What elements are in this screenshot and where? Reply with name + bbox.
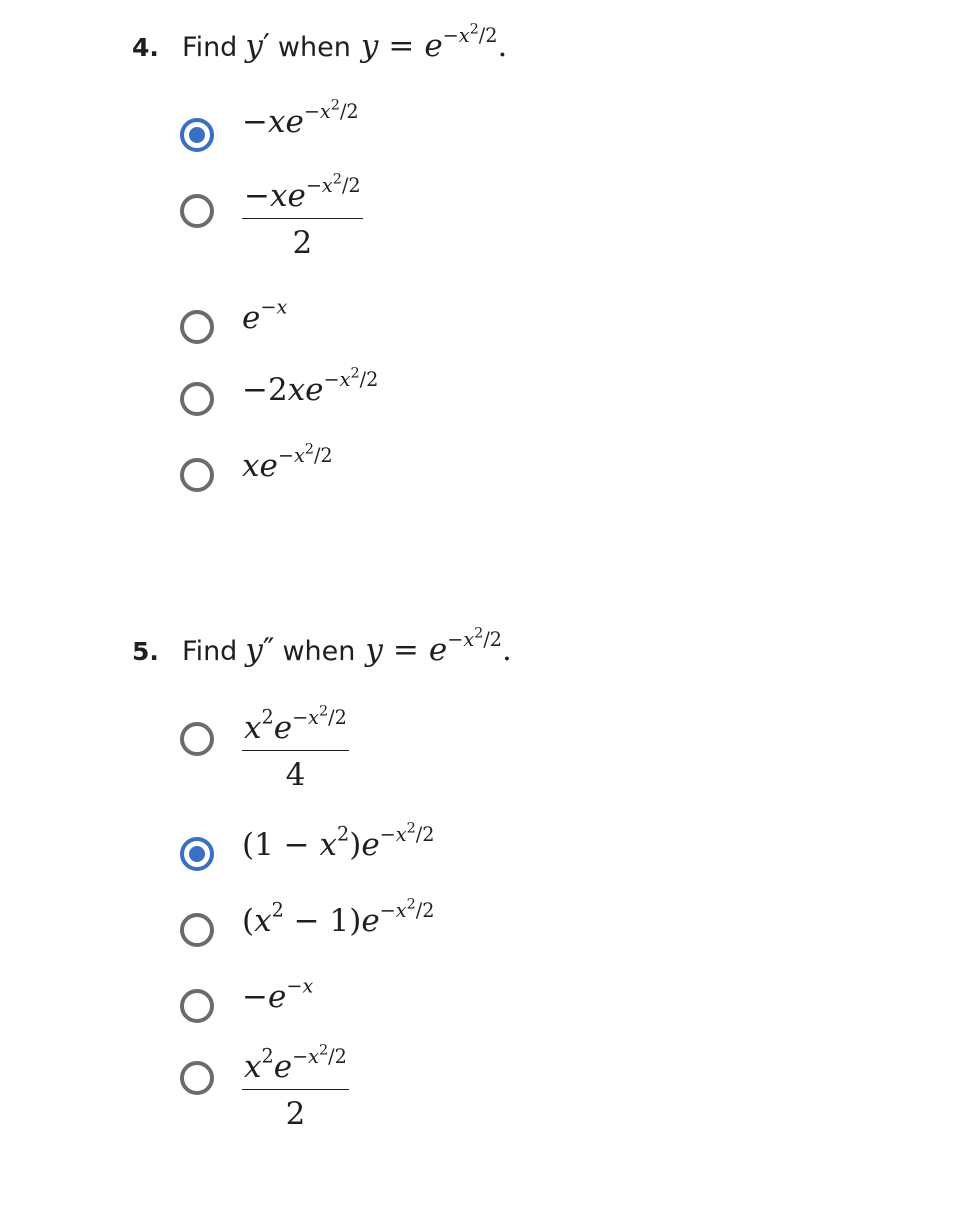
prompt-find: Find xyxy=(182,32,238,63)
prompt-derivative: y′ xyxy=(245,28,270,64)
prompt-when: when xyxy=(282,636,356,667)
option-label: $\frac{-xe^{-x^2/2}}{2}$ xyxy=(244,170,361,261)
option-4c[interactable] xyxy=(180,295,288,344)
option-label: $\frac{x^2e^{-x^2/2}}{2}$ xyxy=(244,1041,347,1132)
radio-selected-icon[interactable] xyxy=(180,837,214,871)
option-5c[interactable] xyxy=(180,895,435,947)
radio-selected-icon[interactable] xyxy=(180,118,214,152)
option-5b[interactable] xyxy=(180,819,435,871)
question-prompt xyxy=(132,624,512,672)
option-label: $(x^2 - 1)e^{-x^2/2}$ xyxy=(242,895,435,939)
option-5d[interactable] xyxy=(180,974,314,1023)
option-4e[interactable] xyxy=(180,440,333,492)
option-label: $(1 - x^2)e^{-x^2/2}$ xyxy=(242,819,435,863)
radio-icon[interactable] xyxy=(180,194,214,228)
question-number: 5. xyxy=(132,637,159,666)
option-4b[interactable] xyxy=(180,170,361,261)
option-label: $e^{-x}$ xyxy=(242,295,288,336)
radio-icon[interactable] xyxy=(180,989,214,1023)
radio-icon[interactable] xyxy=(180,310,214,344)
option-label: $xe^{-x^2/2}$ xyxy=(242,440,333,484)
option-label: $-2xe^{-x^2/2}$ xyxy=(242,364,379,408)
option-5e[interactable] xyxy=(180,1041,347,1132)
radio-icon[interactable] xyxy=(180,382,214,416)
prompt-find: Find xyxy=(182,636,238,667)
option-label: $\frac{x^2e^{-x^2/2}}{4}$ xyxy=(244,702,347,793)
prompt-derivative: y″ xyxy=(245,632,275,668)
option-4a[interactable] xyxy=(180,96,359,152)
option-label: $-e^{-x}$ xyxy=(242,974,314,1015)
prompt-equation: $y = e^{-x^2/2}$. xyxy=(360,20,508,64)
radio-icon[interactable] xyxy=(180,1061,214,1095)
radio-icon[interactable] xyxy=(180,458,214,492)
prompt-equation: $y = e^{-x^2/2}$. xyxy=(365,624,512,668)
option-label: $-xe^{-x^2/2}$ xyxy=(242,96,359,140)
question-prompt xyxy=(132,20,508,68)
question-number: 4. xyxy=(132,33,159,62)
prompt-when: when xyxy=(277,32,351,63)
option-5a[interactable] xyxy=(180,702,347,793)
option-4d[interactable] xyxy=(180,364,379,416)
radio-icon[interactable] xyxy=(180,722,214,756)
radio-icon[interactable] xyxy=(180,913,214,947)
